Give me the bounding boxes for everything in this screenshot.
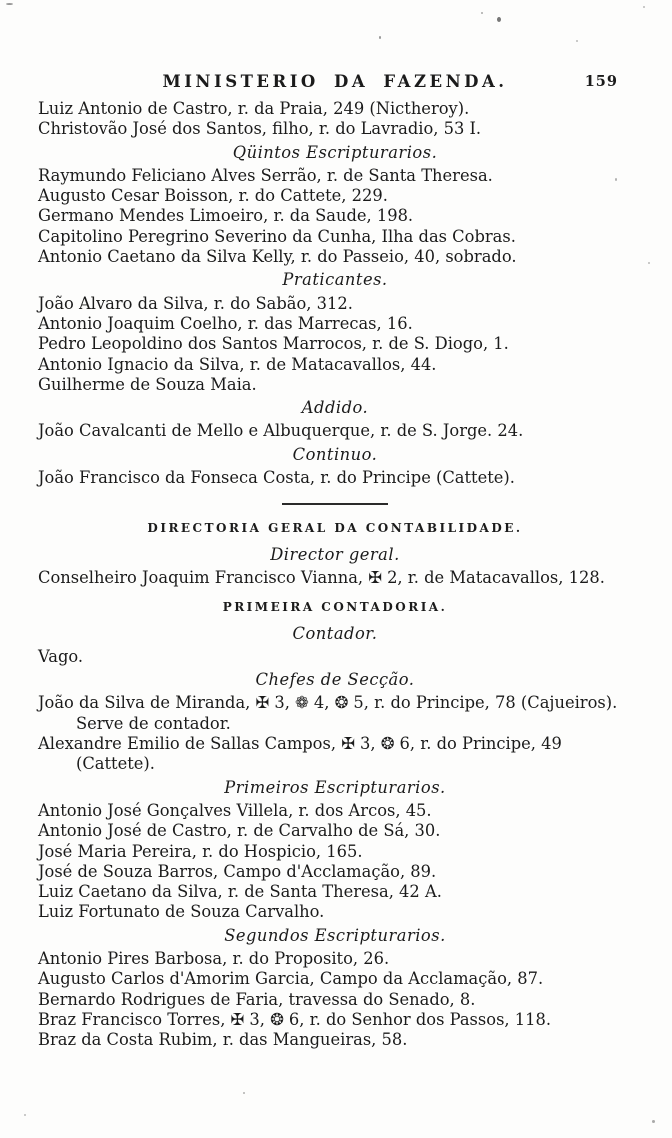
section-heading: Addido. (301, 398, 369, 418)
directory-entry: Christovão José dos Santos, filho, r. do Lavradio, 53 I. (38, 119, 482, 139)
directory-entry: João Alvaro da Silva, r. do Sabão, 312. (38, 293, 353, 313)
section-heading: Contador. (292, 623, 378, 643)
directory-entry: Antonio José de Castro, r. de Carvalho de Sá, 30. (38, 821, 441, 841)
directory-entry: Bernardo Rodrigues de Faria, travessa do Senado, 8. (38, 989, 476, 1009)
directory-entry: Antonio Ignacio da Silva, r. de Matacavallos, 44. (38, 354, 437, 374)
section-heading: Qüintos Escripturarios. (232, 142, 438, 162)
separator-rule (282, 503, 388, 505)
document-body (38, 99, 632, 1050)
page-header (38, 72, 632, 94)
directory-entry: José de Souza Barros, Campo d'Acclamação, 89. (38, 861, 437, 881)
directory-entry: Germano Mendes Limoeiro, r. da Saude, 198. (38, 206, 414, 226)
section-heading: Director geral. (270, 544, 400, 564)
directory-entry: João da Silva de Miranda, ✠ 3, ❁ 4, ❂ 5, r. do Principe, 78 (Cajueiros). (38, 693, 618, 713)
directory-entry: João Francisco da Fonseca Costa, r. do Principe (Cattete). (38, 468, 515, 488)
directory-entry: Conselheiro Joaquim Francisco Vianna, ✠ 2, r. de Matacavallos, 128. (38, 567, 605, 587)
section-heading: Chefes de Secção. (255, 670, 415, 690)
directory-entry: Antonio José Gonçalves Villela, r. dos Arcos, 45. (38, 800, 432, 820)
directory-entry: Pedro Leopoldino dos Santos Marrocos, r. de S. Diogo, 1. (38, 334, 509, 354)
department-heading: PRIMEIRA CONTADORIA. (222, 600, 448, 615)
directory-entry: Guilherme de Souza Maia. (38, 374, 257, 394)
page-title: MINISTERIO DA FAZENDA. (162, 72, 508, 91)
directory-entry: Vago. (38, 646, 84, 666)
directory-entry: Antonio Joaquim Coelho, r. das Marrecas, 16. (38, 313, 413, 333)
section-heading: Continuo. (292, 444, 378, 464)
directory-entry: Antonio Caetano da Silva Kelly, r. do Passeio, 40, sobrado. (38, 247, 517, 267)
directory-entry: Augusto Carlos d'Amorim Garcia, Campo da Acclamação, 87. (38, 969, 544, 989)
directory-entry: Braz Francisco Torres, ✠ 3, ❂ 6, r. do Senhor dos Passos, 118. (38, 1009, 552, 1029)
directory-entry: Braz da Costa Rubim, r. das Mangueiras, 58. (38, 1030, 408, 1050)
directory-entry: Capitolino Peregrino Severino da Cunha, Ilha das Cobras. (38, 226, 516, 246)
page-number: 159 (584, 73, 618, 90)
directory-entry: Alexandre Emilio de Sallas Campos, ✠ 3, ❂ 6, r. do Principe, 49 (38, 734, 562, 754)
directory-entry: Antonio Pires Barbosa, r. do Proposito, 26. (38, 948, 390, 968)
directory-entry: Augusto Cesar Boisson, r. do Cattete, 229. (38, 186, 388, 206)
directory-entry: José Maria Pereira, r. do Hospicio, 165. (38, 841, 363, 861)
department-heading: DIRECTORIA GERAL DA CONTABILIDADE. (147, 521, 523, 536)
directory-entry-continuation: (Cattete). (76, 754, 155, 774)
section-heading: Segundos Escripturarios. (224, 925, 446, 945)
directory-entry: João Cavalcanti de Mello e Albuquerque, r. de S. Jorge. 24. (38, 421, 524, 441)
directory-entry-continuation: Serve de contador. (76, 713, 231, 733)
directory-entry: Luiz Antonio de Castro, r. da Praia, 249 (Nictheroy). (38, 99, 470, 118)
section-heading: Praticantes. (282, 270, 388, 290)
section-heading: Primeiros Escripturarios. (224, 777, 446, 797)
directory-entry: Raymundo Feliciano Alves Serrão, r. de Santa Theresa. (38, 165, 493, 185)
directory-entry: Luiz Fortunato de Souza Carvalho. (38, 902, 325, 922)
directory-entry: Luiz Caetano da Silva, r. de Santa Theresa, 42 A. (38, 882, 442, 902)
